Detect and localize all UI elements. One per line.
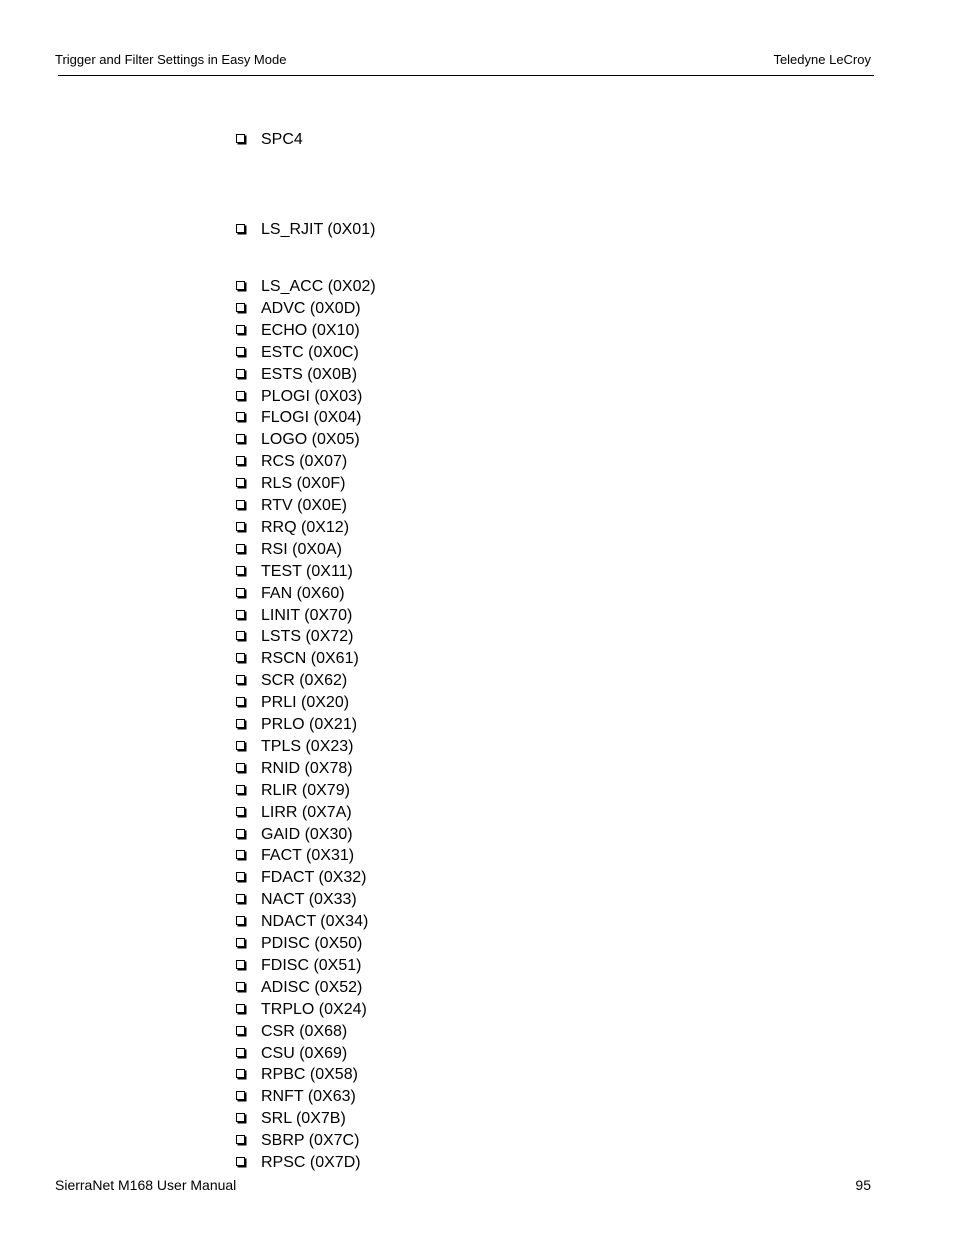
list-item-label: LIRR (0X7A)	[261, 804, 352, 821]
checkbox-bullet-icon	[236, 1113, 245, 1122]
checkbox-bullet-icon	[236, 610, 245, 619]
checkbox-bullet-icon	[236, 631, 245, 640]
list-item	[236, 129, 303, 151]
list-item-label: FACT (0X31)	[261, 847, 355, 864]
list-item	[236, 933, 362, 955]
checkbox-bullet-icon	[236, 544, 245, 553]
list-item	[236, 845, 354, 867]
checkbox-bullet-icon	[236, 134, 245, 143]
list-item-label: LSTS (0X72)	[261, 628, 354, 645]
page-footer	[55, 1177, 871, 1195]
checkbox-bullet-icon	[236, 872, 245, 881]
list-item-label: RSI (0X0A)	[261, 541, 342, 558]
header-section-title: Trigger and Filter Settings in Easy Mode	[55, 52, 287, 67]
checkbox-bullet-icon	[236, 719, 245, 728]
list-item	[236, 626, 353, 648]
checkbox-bullet-icon	[236, 347, 245, 356]
list-item	[236, 824, 353, 846]
list-item-label: RNFT (0X63)	[261, 1088, 356, 1105]
checkbox-bullet-icon	[236, 1026, 245, 1035]
list-item-label: GAID (0X30)	[261, 826, 353, 843]
list-item	[236, 955, 361, 977]
list-item	[236, 867, 367, 889]
list-item-label: ECHO (0X10)	[261, 322, 360, 339]
list-item-label: NACT (0X33)	[261, 891, 357, 908]
checkbox-bullet-icon	[236, 224, 245, 233]
list-item-label: SRL (0X7B)	[261, 1110, 346, 1127]
list-item-label: TEST (0X11)	[261, 563, 353, 580]
list-item	[236, 758, 353, 780]
list-item-label: FDISC (0X51)	[261, 957, 362, 974]
list-item	[236, 714, 357, 736]
checkbox-bullet-icon	[236, 369, 245, 378]
checkbox-bullet-icon	[236, 588, 245, 597]
list-item	[236, 495, 347, 517]
list-item	[236, 605, 352, 627]
checkbox-bullet-icon	[236, 522, 245, 531]
list-item-label: FDACT (0X32)	[261, 869, 367, 886]
list-item	[236, 1064, 358, 1086]
checkbox-bullet-icon	[236, 675, 245, 684]
list-item	[236, 889, 357, 911]
list-item	[236, 342, 359, 364]
list-item-label: PRLI (0X20)	[261, 694, 350, 711]
list-item	[236, 1021, 347, 1043]
checkbox-bullet-icon	[236, 1157, 245, 1166]
list-item-label: PRLO (0X21)	[261, 716, 358, 733]
header-brand: Teledyne LeCroy	[773, 52, 871, 67]
list-item	[236, 473, 345, 495]
list-item	[236, 648, 359, 670]
list-item-label: CSR (0X68)	[261, 1023, 348, 1040]
list-item	[236, 407, 361, 429]
list-item	[236, 517, 349, 539]
list-item	[236, 219, 375, 241]
list-item-label: RTV (0X0E)	[261, 497, 347, 514]
checkbox-bullet-icon	[236, 391, 245, 400]
list-item-label: NDACT (0X34)	[261, 913, 369, 930]
list-item	[236, 802, 352, 824]
checkbox-bullet-icon	[236, 434, 245, 443]
checkbox-bullet-icon	[236, 894, 245, 903]
list-item-label: PLOGI (0X03)	[261, 388, 363, 405]
checkbox-bullet-icon	[236, 960, 245, 969]
list-item-label: ADVC (0X0D)	[261, 300, 361, 317]
checkbox-bullet-icon	[236, 456, 245, 465]
list-item-label: RNID (0X78)	[261, 760, 353, 777]
list-item-label: LOGO (0X05)	[261, 431, 360, 448]
list-item	[236, 670, 347, 692]
list-item	[236, 736, 353, 758]
list-item-label: LINIT (0X70)	[261, 607, 353, 624]
checkbox-bullet-icon	[236, 1004, 245, 1013]
list-item	[236, 692, 349, 714]
list-item	[236, 561, 353, 583]
list-item	[236, 386, 362, 408]
footer-page-number: 95	[855, 1177, 871, 1193]
checkbox-bullet-icon	[236, 1091, 245, 1100]
checkbox-bullet-icon	[236, 1048, 245, 1057]
list-item	[236, 276, 376, 298]
list-item	[236, 583, 345, 605]
checkbox-bullet-icon	[236, 938, 245, 947]
checkbox-bullet-icon	[236, 763, 245, 772]
list-item-label: SCR (0X62)	[261, 672, 348, 689]
list-item	[236, 1086, 356, 1108]
list-item	[236, 298, 361, 320]
list-item-label: RSCN (0X61)	[261, 650, 359, 667]
list-item-label: ADISC (0X52)	[261, 979, 363, 996]
list-item	[236, 320, 360, 342]
checkbox-bullet-icon	[236, 653, 245, 662]
checkbox-bullet-icon	[236, 850, 245, 859]
checkbox-bullet-icon	[236, 697, 245, 706]
checkbox-bullet-icon	[236, 281, 245, 290]
list-item-label: PDISC (0X50)	[261, 935, 363, 952]
list-item	[236, 1130, 359, 1152]
checkbox-bullet-icon	[236, 303, 245, 312]
list-item-label: RPSC (0X7D)	[261, 1154, 361, 1171]
list-item-label: SBRP (0X7C)	[261, 1132, 360, 1149]
checkbox-bullet-icon	[236, 500, 245, 509]
checkbox-bullet-icon	[236, 741, 245, 750]
list-item	[236, 451, 347, 473]
list-item-label: LS_ACC (0X02)	[261, 278, 376, 295]
checkbox-bullet-icon	[236, 829, 245, 838]
list-item	[236, 977, 362, 999]
list-item	[236, 911, 368, 933]
header-divider	[58, 75, 874, 76]
list-item	[236, 539, 342, 561]
list-item-label: FAN (0X60)	[261, 585, 345, 602]
list-item-label: RLS (0X0F)	[261, 475, 346, 492]
checkbox-bullet-icon	[236, 1135, 245, 1144]
list-item	[236, 364, 357, 386]
list-item	[236, 1152, 361, 1174]
list-item-label: LS_RJIT (0X01)	[261, 221, 376, 238]
list-item-label: TPLS (0X23)	[261, 738, 354, 755]
list-item-label: RPBC (0X58)	[261, 1066, 358, 1083]
checkbox-bullet-icon	[236, 566, 245, 575]
list-item	[236, 1043, 347, 1065]
list-item-label: CSU (0X69)	[261, 1045, 348, 1062]
list-item-label: RRQ (0X12)	[261, 519, 350, 536]
list-item-label: ESTC (0X0C)	[261, 344, 359, 361]
list-item	[236, 429, 360, 451]
list-item	[236, 780, 350, 802]
checkbox-bullet-icon	[236, 807, 245, 816]
checkbox-bullet-icon	[236, 785, 245, 794]
page-header	[55, 52, 871, 70]
list-item-label: RCS (0X07)	[261, 453, 348, 470]
checkbox-bullet-icon	[236, 982, 245, 991]
checkbox-bullet-icon	[236, 412, 245, 421]
checkbox-bullet-icon	[236, 325, 245, 334]
checkbox-bullet-icon	[236, 1069, 245, 1078]
list-item-label: SPC4	[261, 131, 303, 148]
footer-manual-title: SierraNet M168 User Manual	[55, 1177, 237, 1193]
checkbox-bullet-icon	[236, 478, 245, 487]
checkbox-bullet-icon	[236, 916, 245, 925]
list-item	[236, 999, 367, 1021]
list-item-label: RLIR (0X79)	[261, 782, 350, 799]
list-item-label: TRPLO (0X24)	[261, 1001, 367, 1018]
list-item-label: FLOGI (0X04)	[261, 409, 362, 426]
list-item	[236, 1108, 346, 1130]
list-item-label: ESTS (0X0B)	[261, 366, 358, 383]
